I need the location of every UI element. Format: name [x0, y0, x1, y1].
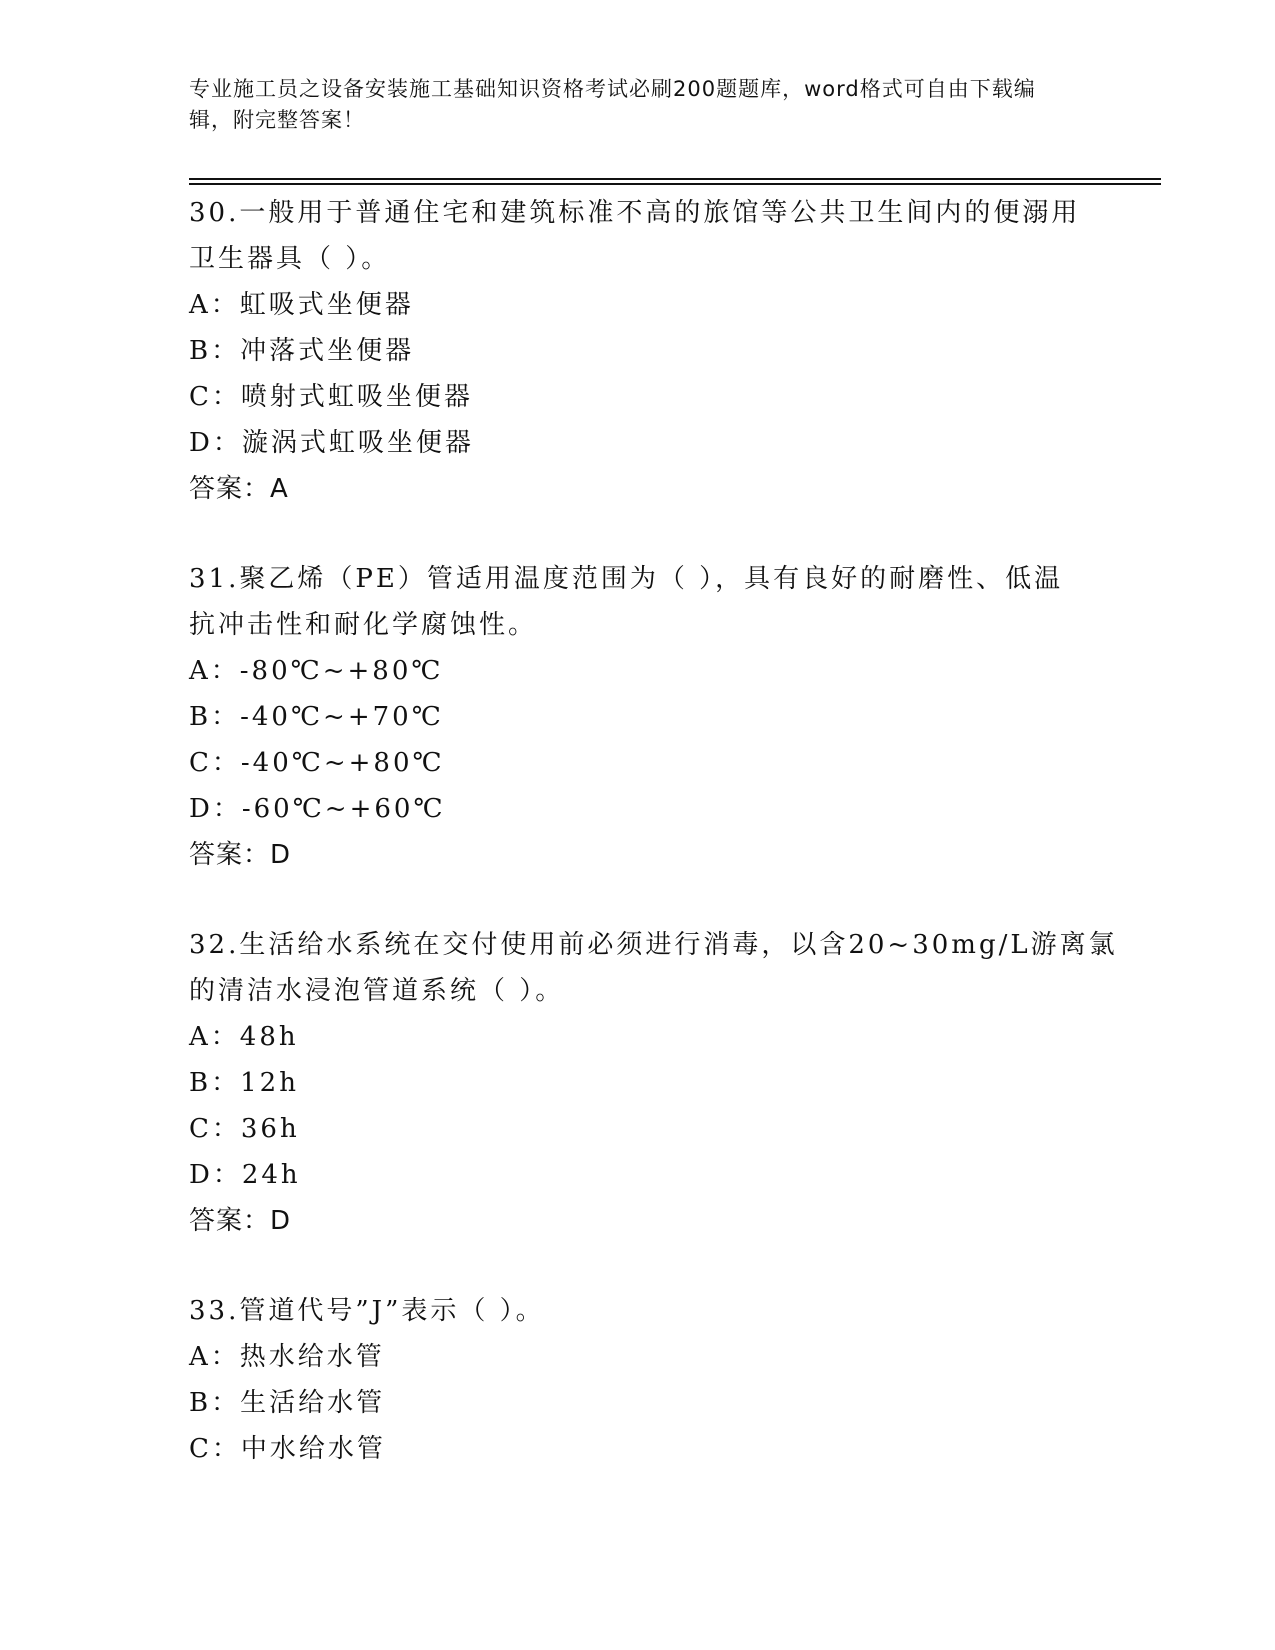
option-a: A：虹吸式坐便器 — [189, 290, 414, 320]
option-a: A：热水给水管 — [189, 1342, 385, 1372]
question-list — [189, 190, 1118, 1516]
question-text — [189, 190, 1089, 282]
option-c: C：-40℃~+80℃ — [189, 748, 445, 778]
option-b: B：-40℃~+70℃ — [189, 702, 444, 732]
option-d: D：24h — [189, 1160, 301, 1190]
option-b: B：12h — [189, 1068, 299, 1098]
answer: 答案：D — [189, 1206, 292, 1236]
option-a: A：-80℃~+80℃ — [189, 656, 444, 686]
question-text — [189, 1288, 1089, 1334]
question-text — [189, 556, 1089, 648]
question-32 — [189, 922, 1118, 1244]
question-text-line: 33.管道代号”J”表示（ ）。 — [189, 1296, 545, 1326]
question-text-line: 的清洁水浸泡管道系统（ ）。 — [189, 976, 565, 1006]
question-text-line: 卫生器具（ ）。 — [189, 244, 391, 274]
question-text-line: 抗冲击性和耐化学腐蚀性。 — [189, 610, 538, 640]
option-c: C：中水给水管 — [189, 1434, 386, 1464]
option-c: C：喷射式虹吸坐便器 — [189, 382, 473, 412]
option-b: B：冲落式坐便器 — [189, 336, 415, 366]
question-text-line: 32.生活给水系统在交付使用前必须进行消毒，以含20~30mg/L游离氯 — [189, 930, 1118, 960]
option-d: D：-60℃~+60℃ — [189, 794, 446, 824]
header-divider-bottom — [189, 183, 1161, 185]
question-text — [189, 922, 1118, 1014]
answer: 答案：A — [189, 474, 289, 504]
question-33 — [189, 1288, 1089, 1472]
option-d: D：漩涡式虹吸坐便器 — [189, 428, 474, 458]
question-text-line: 30.一般用于普通住宅和建筑标准不高的旅馆等公共卫生间内的便溺用 — [189, 198, 1081, 228]
option-a: A：48h — [189, 1022, 299, 1052]
answer: 答案：D — [189, 840, 292, 870]
question-30 — [189, 190, 1089, 512]
document-header: 专业施工员之设备安装施工基础知识资格考试必刷200题题库，word格式可自由下载编辑，附完整答案！ — [189, 77, 1036, 132]
option-b: B：生活给水管 — [189, 1388, 386, 1418]
question-31 — [189, 556, 1089, 878]
header-divider-top — [189, 178, 1161, 180]
question-text-line: 31.聚乙烯（PE）管适用温度范围为（ ），具有良好的耐磨性、低温 — [189, 564, 1064, 594]
option-c: C：36h — [189, 1114, 300, 1144]
